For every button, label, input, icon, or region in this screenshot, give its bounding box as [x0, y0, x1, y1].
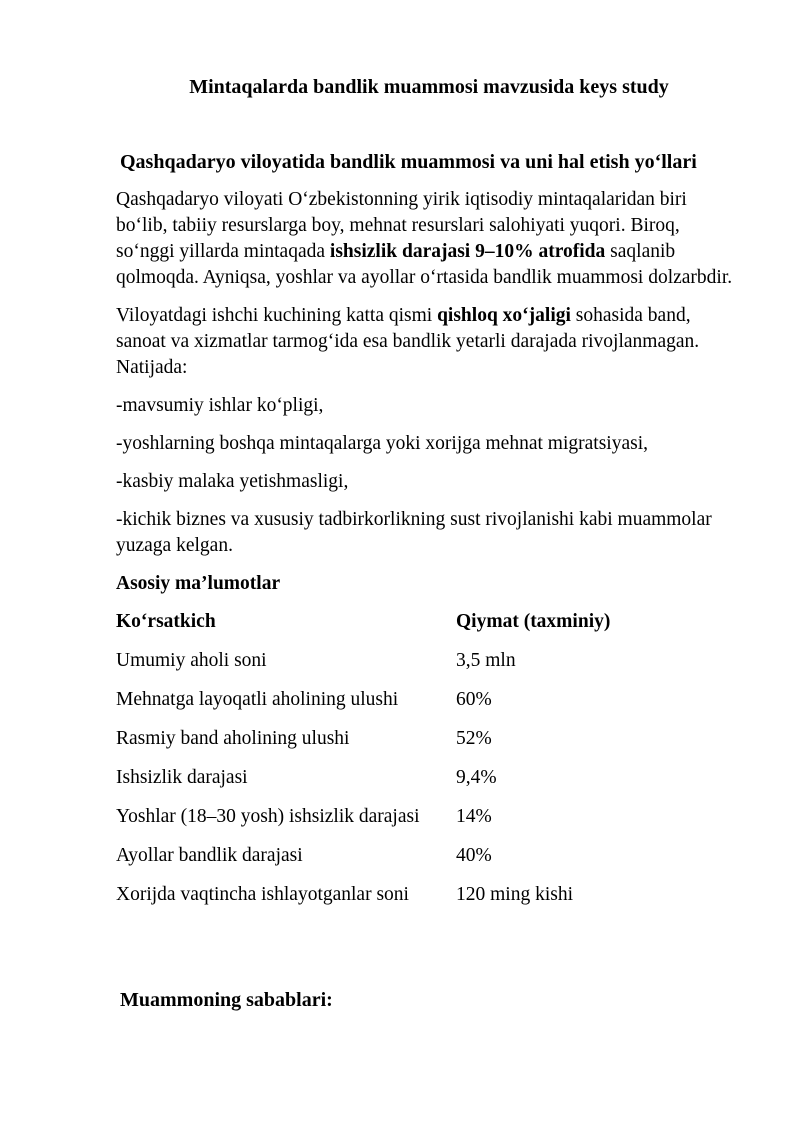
table-cell-indicator: Yoshlar (18–30 yosh) ishsizlik darajasi: [116, 806, 420, 827]
causes-heading: Muammoning sabablari:: [120, 989, 333, 1011]
table-cell-indicator: Umumiy aholi soni: [116, 650, 267, 671]
table-cell-value: 9,4%: [456, 767, 497, 788]
table-row: [116, 843, 610, 882]
table-header-indicator: Ko‘rsatkich: [116, 611, 216, 632]
list-item: -kasbiy malaka yetishmasligi,: [116, 471, 349, 492]
table-row: [116, 882, 610, 921]
intro-text-1: Qashqadaryo viloyati O‘zbekistonning yirik iqtisodiy mintaqalaridan biri bo‘lib, tabiiy resurslarga boy, mehnat resurslari salohiyati yuqori. Biroq, so‘nggi yillarda mintaqada: [116, 189, 687, 262]
workforce-text-2: sohasida band, sanoat va xizmatlar tarmog‘ida esa bandlik yetarli darajada rivojlanmagan. Natijada:: [116, 305, 700, 378]
table-row: [116, 765, 610, 804]
section-heading: Qashqadaryo viloyatida bandlik muammosi va uni hal etish yo‘llari: [120, 151, 697, 173]
table-cell-indicator: Ishsizlik darajasi: [116, 767, 248, 788]
data-heading: Asosiy ma’lumotlar: [116, 573, 281, 594]
table-row: [116, 687, 610, 726]
intro-bold-text: ishsizlik darajasi 9–10% atrofida: [329, 241, 606, 262]
table-cell-value: 52%: [456, 728, 492, 749]
document-title: Mintaqalarda bandlik muammosi mavzusida keys study: [189, 76, 669, 98]
table-cell-indicator: Mehnatga layoqatli aholining ulushi: [116, 689, 399, 710]
list-item: -yoshlarning boshqa mintaqalarga yoki xorijga mehnat migratsiyasi,: [116, 433, 648, 454]
data-table: [116, 609, 610, 921]
table-cell-value: 60%: [456, 689, 492, 710]
table-row: [116, 804, 610, 843]
list-item: -mavsumiy ishlar ko‘pligi,: [116, 395, 324, 416]
table-cell-value: 3,5 mln: [456, 650, 516, 671]
document-body: [116, 187, 736, 921]
intro-text-2: saqlanib qolmoqda. Ayniqsa, yoshlar va ayollar o‘rtasida bandlik muammosi dolzarbdir.: [116, 241, 733, 288]
table-header-row: [116, 609, 610, 648]
table-cell-value: 120 ming kishi: [456, 884, 574, 905]
table-cell-value: 40%: [456, 845, 492, 866]
workforce-text-1: Viloyatdagi ishchi kuchining katta qismi: [116, 305, 438, 326]
table-row: [116, 726, 610, 765]
table-cell-indicator: Ayollar bandlik darajasi: [116, 845, 303, 866]
table-row: [116, 648, 610, 687]
workforce-paragraph: [116, 303, 736, 381]
table-cell-value: 14%: [456, 806, 492, 827]
intro-paragraph: [116, 187, 736, 291]
table-cell-indicator: Xorijda vaqtincha ishlayotganlar soni: [116, 884, 409, 905]
workforce-bold-text: qishloq xo‘jaligi: [437, 305, 571, 326]
table-cell-indicator: Rasmiy band aholining ulushi: [116, 728, 350, 749]
list-item: -kichik biznes va xususiy tadbirkorlikning sust rivojlanishi kabi muammolar yuzaga kelgan.: [116, 509, 712, 556]
table-header-value: Qiymat (taxminiy): [456, 611, 611, 632]
